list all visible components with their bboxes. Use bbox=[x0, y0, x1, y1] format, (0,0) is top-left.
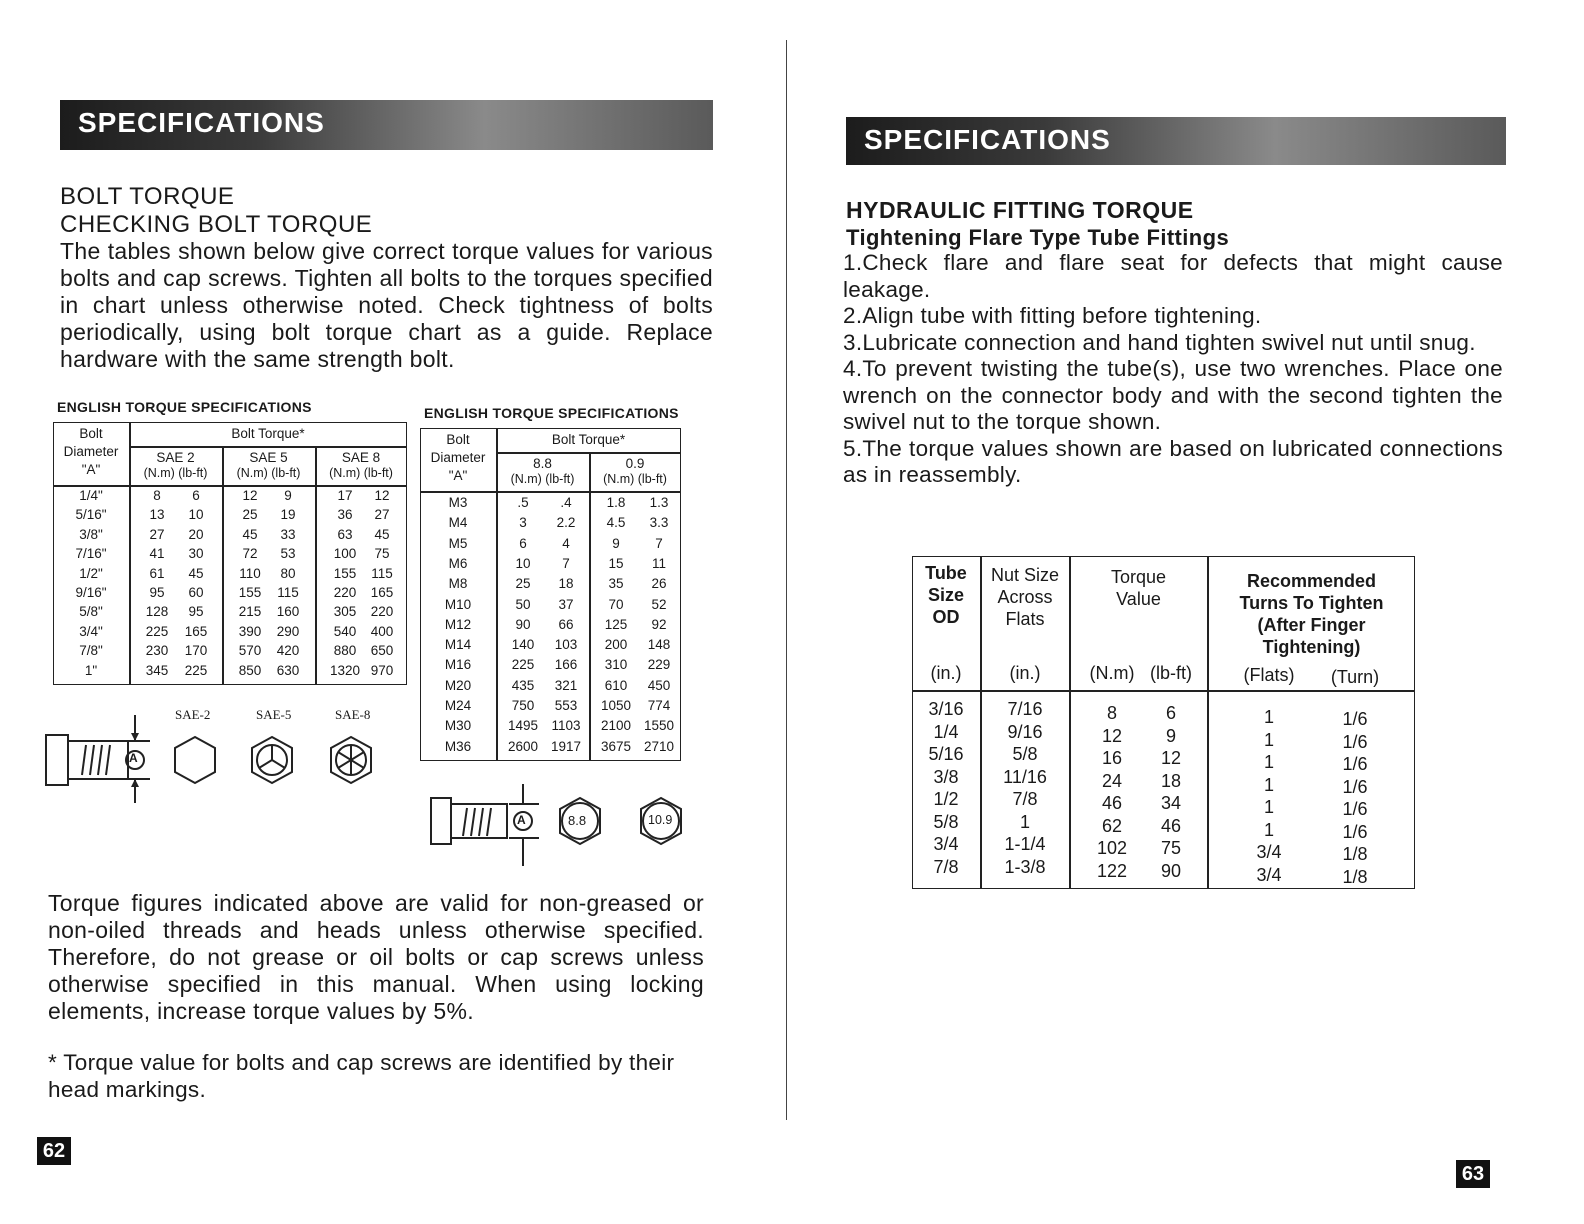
table-cell: M24 bbox=[444, 698, 472, 713]
u-flats: (Flats) bbox=[1243, 665, 1295, 685]
table-cell: 420 bbox=[276, 643, 300, 659]
table-cell: 1320 bbox=[329, 662, 361, 678]
table-cell: M10 bbox=[444, 596, 472, 612]
u-turn: (Turn) bbox=[1330, 667, 1380, 687]
table-cell: 10 bbox=[515, 555, 531, 571]
sae-a-marker: A bbox=[129, 751, 138, 765]
table-cell: 3.3 bbox=[649, 515, 669, 531]
table-cell: 3 bbox=[519, 515, 527, 531]
page-number-left: 62 bbox=[37, 1137, 71, 1165]
step-4: 4.To prevent twisting the tube(s), use two wrenches. Place one wrench on the connector body and with the second tighten the swivel nut to the torque shown. bbox=[843, 356, 1503, 434]
step-5: 5.The torque values shown are based on lubricated connections as in reassembly. bbox=[843, 435, 1503, 487]
table-cell: 774 bbox=[647, 698, 671, 713]
right-header-band bbox=[846, 117, 1506, 165]
table-cell: 148 bbox=[647, 637, 671, 653]
table-cell: 4.5 bbox=[606, 515, 626, 531]
table-cell: 170 bbox=[184, 643, 208, 659]
step-3: 3.Lubricate connection and hand tighten swivel nut until snug. bbox=[843, 329, 1476, 355]
table-cell: 80 bbox=[280, 565, 296, 581]
step-2: 2.Align tube with fitting before tightening. bbox=[843, 303, 1262, 328]
table-cell: 1495 bbox=[507, 718, 539, 734]
table-cell: 450 bbox=[647, 677, 671, 693]
table-cell: 115 bbox=[371, 565, 393, 581]
table-cell: 305 bbox=[333, 604, 357, 620]
table-cell: 630 bbox=[276, 662, 300, 678]
t2-grade-88: 8.8 bbox=[533, 456, 552, 471]
table-cell: M8 bbox=[448, 576, 468, 592]
table-cell: M6 bbox=[448, 555, 468, 571]
table-cell: M30 bbox=[444, 718, 472, 734]
table-cell: 20 bbox=[188, 526, 204, 542]
table-cell: 200 bbox=[604, 637, 628, 653]
table-cell: 850 bbox=[238, 662, 262, 678]
col-nut-size: 7/16 9/16 5/8 11/16 7/8 1 1-1/4 1-3/8 bbox=[1003, 699, 1047, 877]
step-1: 1.Check flare and flare seat for defects that might cause leakage. bbox=[843, 250, 1503, 302]
left-header-band bbox=[60, 100, 713, 150]
table-cell: 90 bbox=[515, 616, 531, 632]
table-cell: 880 bbox=[333, 643, 357, 659]
col-flats: 1 1 1 1 1 1 3/4 3/4 bbox=[1256, 707, 1282, 885]
table-cell: 12 bbox=[374, 488, 390, 503]
table-cell: 1" bbox=[84, 662, 98, 678]
table-cell: 27 bbox=[149, 526, 165, 542]
table-cell: 1050 bbox=[600, 698, 632, 713]
h-tube-size: Tube Size OD bbox=[925, 563, 967, 627]
grade-88-mark: 8.8 bbox=[568, 813, 587, 828]
table-cell: 9 bbox=[612, 535, 620, 551]
table2-title: ENGLISH TORQUE SPECIFICATIONS bbox=[424, 405, 679, 421]
t1-h-a: "A" bbox=[81, 462, 101, 477]
table-cell: 1/4" bbox=[79, 488, 103, 503]
table-cell: M3 bbox=[448, 495, 468, 510]
table-cell: 19 bbox=[280, 507, 296, 523]
table-cell: 310 bbox=[604, 657, 628, 673]
col-nm: 8 12 16 24 46 62 102 122 bbox=[1096, 703, 1128, 881]
table-cell: 41 bbox=[149, 546, 165, 562]
t1-units-sae5: (N.m) (lb-ft) bbox=[236, 466, 301, 480]
table-cell: 10 bbox=[188, 507, 204, 523]
metric-bolt-diagram bbox=[425, 780, 705, 870]
torque-validity-note: Torque figures indicated above are valid for non-greased or non-oiled threads and heads unless otherwise specified. Therefore, do not grease or oil bolts or cap screws unless otherwise specified in this manual. When using locking elements, increase torque values by 5%. bbox=[48, 890, 704, 1024]
table-cell: 225 bbox=[184, 662, 208, 678]
table-cell: 60 bbox=[188, 585, 204, 600]
table-cell: 75 bbox=[374, 546, 390, 562]
t1-grade-sae2: SAE 2 bbox=[156, 450, 195, 465]
sae5-label: SAE-5 bbox=[256, 707, 292, 722]
table-cell: 6 bbox=[519, 535, 527, 551]
t1-h-diameter: Diameter bbox=[63, 444, 119, 459]
table-cell: 2100 bbox=[600, 718, 632, 734]
table-cell: 390 bbox=[238, 623, 262, 639]
table-cell: 750 bbox=[511, 698, 535, 713]
u-lbft: (lb-ft) bbox=[1150, 663, 1192, 683]
h-recommended-turns: Recommended Turns To Tighten (After Finger Tightening) bbox=[1239, 571, 1384, 657]
table-cell: M14 bbox=[444, 637, 472, 653]
table-cell: 160 bbox=[276, 604, 300, 620]
table-cell: 166 bbox=[554, 657, 578, 673]
table-cell: 220 bbox=[333, 585, 357, 600]
table-cell: 1103 bbox=[551, 718, 581, 734]
table-cell: 70 bbox=[608, 596, 624, 612]
table-cell: 15 bbox=[608, 555, 624, 571]
table-cell: M5 bbox=[448, 535, 468, 551]
table-cell: M12 bbox=[444, 616, 472, 632]
table-cell: 650 bbox=[370, 643, 394, 659]
table-cell: 18 bbox=[558, 576, 574, 592]
table-cell: 92 bbox=[651, 616, 667, 632]
table-cell: 553 bbox=[554, 698, 578, 713]
t1-h-torque: Bolt Torque* bbox=[231, 426, 305, 441]
table-cell: 11 bbox=[651, 555, 666, 571]
table-cell: 27 bbox=[374, 507, 390, 523]
steps-list bbox=[843, 250, 1503, 489]
table-cell: 100 bbox=[333, 546, 357, 562]
table-cell: 25 bbox=[242, 507, 258, 523]
t1-grade-sae8: SAE 8 bbox=[341, 450, 381, 465]
table-cell: 7 bbox=[562, 555, 570, 571]
table-cell: 7/8" bbox=[79, 643, 103, 659]
table-cell: 3675 bbox=[600, 738, 632, 754]
table-cell: 570 bbox=[238, 643, 262, 659]
table-cell: M16 bbox=[444, 657, 472, 673]
table-cell: 50 bbox=[515, 596, 531, 612]
table-cell: 6 bbox=[192, 488, 200, 503]
hydraulic-heading: HYDRAULIC FITTING TORQUE bbox=[846, 197, 1194, 223]
flare-fittings-subheading: Tightening Flare Type Tube Fittings bbox=[846, 225, 1230, 250]
t2-h-diameter: Diameter bbox=[430, 450, 486, 465]
table-cell: 37 bbox=[558, 596, 574, 612]
table-cell: 225 bbox=[145, 623, 169, 639]
table-cell: 1/2" bbox=[79, 565, 103, 581]
t1-h-bolt: Bolt bbox=[79, 426, 103, 441]
table-cell: 12 bbox=[242, 488, 258, 503]
grade-109-mark: 10.9 bbox=[648, 813, 673, 827]
table-cell: 17 bbox=[337, 488, 353, 503]
table-cell: 5/8" bbox=[79, 604, 103, 620]
table-cell: 52 bbox=[651, 596, 667, 612]
table-cell: 95 bbox=[149, 585, 165, 600]
table-cell: 9/16" bbox=[75, 585, 107, 600]
sae2-label: SAE-2 bbox=[175, 707, 211, 722]
table-cell: 540 bbox=[333, 623, 357, 639]
table-cell: 95 bbox=[188, 604, 204, 620]
table-cell: 115 bbox=[277, 585, 299, 600]
t2-h-bolt: Bolt bbox=[446, 432, 470, 447]
table-cell: 220 bbox=[370, 604, 394, 620]
table-cell: 125 bbox=[604, 616, 628, 632]
table-cell: 435 bbox=[511, 677, 535, 693]
table-cell: 230 bbox=[145, 643, 169, 659]
table-cell: 7 bbox=[655, 535, 663, 551]
col-tube-size: 3/16 1/4 5/16 3/8 1/2 5/8 3/4 7/8 bbox=[928, 699, 964, 877]
u-tube: (in.) bbox=[930, 663, 962, 683]
head-marking-note: * Torque value for bolts and cap screws are identified by their head markings. bbox=[48, 1050, 675, 1102]
table-cell: 2.2 bbox=[556, 515, 576, 531]
t2-h-torque: Bolt Torque* bbox=[551, 432, 626, 447]
t2-h-a: "A" bbox=[448, 468, 468, 483]
table-cell: 66 bbox=[558, 616, 574, 632]
table-cell: M20 bbox=[444, 677, 472, 693]
table-cell: 26 bbox=[651, 576, 667, 592]
table-cell: 345 bbox=[145, 662, 169, 678]
table-cell: M36 bbox=[444, 738, 472, 754]
table-cell: 45 bbox=[242, 526, 258, 542]
table-cell: M4 bbox=[448, 515, 468, 531]
table-cell: 30 bbox=[188, 546, 204, 562]
table-cell: 5/16" bbox=[75, 507, 107, 523]
left-header-title: SPECIFICATIONS bbox=[78, 107, 325, 138]
table-cell: 36 bbox=[337, 507, 353, 523]
table-cell: 1550 bbox=[643, 718, 675, 734]
table-cell: 25 bbox=[515, 576, 531, 592]
table-cell: 155 bbox=[238, 585, 262, 600]
table-cell: 53 bbox=[280, 546, 296, 562]
t2-units-109: (N.m) (lb-ft) bbox=[603, 472, 667, 486]
table1-title: ENGLISH TORQUE SPECIFICATIONS bbox=[57, 399, 312, 415]
table-cell: 1.3 bbox=[649, 495, 669, 510]
table-cell: 165 bbox=[370, 585, 394, 600]
table-cell: 225 bbox=[511, 657, 535, 673]
table-cell: 215 bbox=[238, 604, 262, 620]
table-cell: 63 bbox=[337, 526, 353, 542]
t1-grade-sae5: SAE 5 bbox=[249, 450, 288, 465]
table-cell: .5 bbox=[517, 495, 529, 510]
table-cell: 103 bbox=[554, 637, 578, 653]
u-nut: (in.) bbox=[1009, 663, 1041, 683]
table-cell: 45 bbox=[374, 526, 390, 542]
sae-bolt-diagram bbox=[40, 705, 420, 805]
table-cell: 4 bbox=[562, 535, 570, 551]
h-torque-value: Torque Value bbox=[1110, 567, 1167, 609]
table-cell: 155 bbox=[333, 565, 357, 581]
table-cell: 1.8 bbox=[606, 495, 626, 510]
table-cell: 610 bbox=[604, 677, 628, 693]
bolt-torque-heading: BOLT TORQUE bbox=[60, 183, 235, 210]
table-cell: 72 bbox=[242, 546, 258, 562]
table-cell: 2710 bbox=[643, 738, 675, 754]
u-nm: (N.m) bbox=[1089, 663, 1135, 683]
table-cell: 970 bbox=[370, 662, 394, 678]
bolt-side-view-icon bbox=[40, 705, 420, 805]
table-cell: 321 bbox=[554, 677, 578, 693]
bolt-torque-intro: The tables shown below give correct torque values for various bolts and cap screws. Tighten all bolts to the torques specified in chart unless otherwise noted. Check tightness of bolts periodically, using bolt torque chart as a guide. Replace hardware with the same strength bolt. bbox=[60, 238, 713, 372]
table-cell: 45 bbox=[188, 565, 204, 581]
right-header-title: SPECIFICATIONS bbox=[864, 124, 1111, 155]
page-divider bbox=[786, 40, 787, 1120]
table-cell: 3/8" bbox=[79, 526, 103, 542]
table-cell: 61 bbox=[149, 565, 165, 581]
table-cell: 9 bbox=[284, 488, 292, 503]
table-cell: 8 bbox=[153, 488, 161, 503]
table-cell: 1917 bbox=[550, 738, 582, 754]
t2-units-88: (N.m) (lb-ft) bbox=[510, 472, 575, 486]
table-cell: .4 bbox=[560, 495, 572, 510]
table-cell: 33 bbox=[280, 526, 296, 542]
table-cell: 165 bbox=[184, 623, 208, 639]
t1-units-sae8: (N.m) (lb-ft) bbox=[329, 466, 393, 480]
checking-bolt-torque-heading: CHECKING BOLT TORQUE bbox=[60, 211, 373, 238]
metric-a-marker: A bbox=[517, 813, 526, 827]
table-cell: 128 bbox=[145, 604, 169, 620]
table-cell: 110 bbox=[239, 565, 261, 581]
table-cell: 35 bbox=[608, 576, 624, 592]
t2-grade-109: 0.9 bbox=[625, 456, 645, 471]
table-cell: 229 bbox=[647, 657, 671, 673]
t1-units-sae2: (N.m) (lb-ft) bbox=[143, 466, 208, 480]
table-cell: 400 bbox=[370, 623, 394, 639]
table-cell: 13 bbox=[149, 507, 165, 523]
col-lbft: 6 9 12 18 34 46 75 90 bbox=[1160, 703, 1182, 881]
table-cell: 2600 bbox=[507, 738, 539, 754]
page-number-right: 63 bbox=[1456, 1160, 1490, 1188]
sae8-label: SAE-8 bbox=[335, 707, 371, 722]
h-nut-size: Nut Size Across Flats bbox=[990, 565, 1060, 629]
table-cell: 7/16" bbox=[75, 546, 107, 562]
table-cell: 140 bbox=[511, 637, 535, 653]
table-cell: 3/4" bbox=[79, 623, 103, 639]
table-cell: 290 bbox=[276, 623, 300, 639]
col-turn: 1/6 1/6 1/6 1/6 1/6 1/6 1/8 1/8 bbox=[1342, 709, 1368, 887]
